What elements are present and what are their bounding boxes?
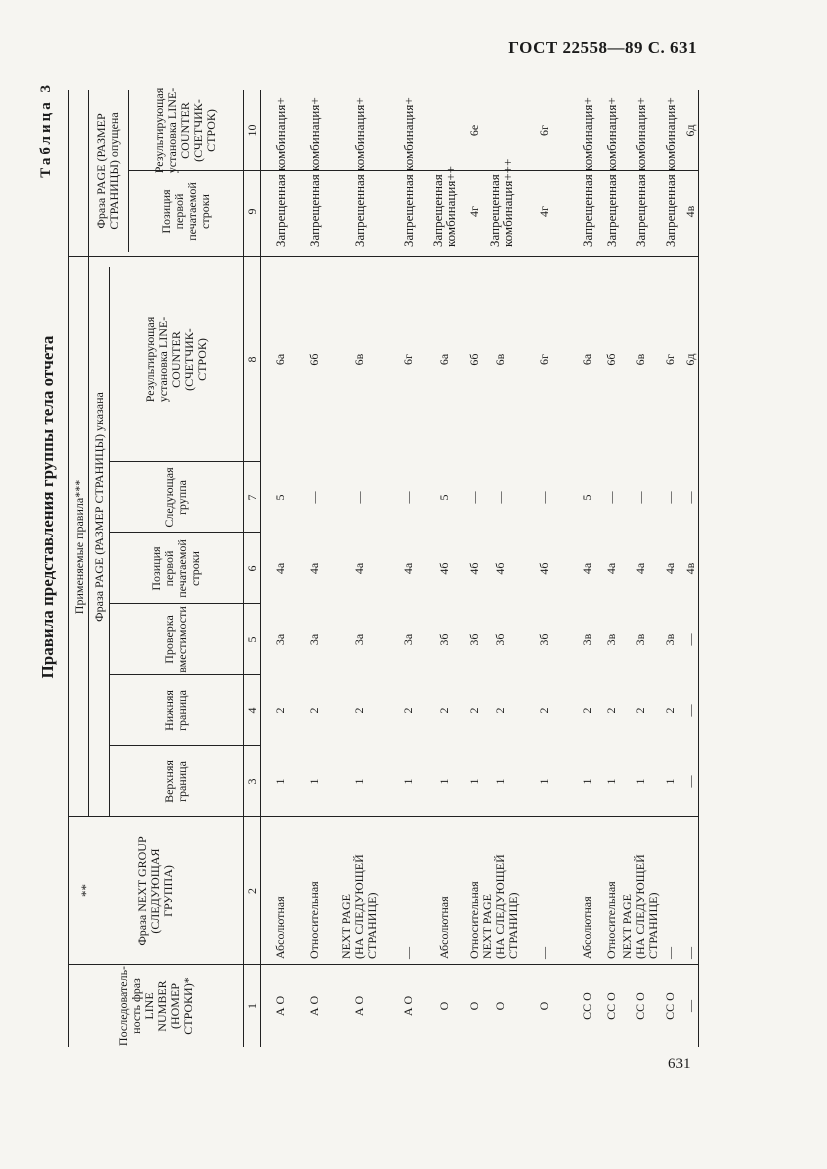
omitted-linecounter-cell: 6е xyxy=(466,124,481,137)
value-cell: 6б xyxy=(466,353,481,366)
value-cell: 3в xyxy=(580,633,594,646)
sequence-cell: А О xyxy=(306,995,321,1017)
value-cell: 3а xyxy=(400,633,415,646)
next-group-cell: — xyxy=(400,947,415,959)
value-cell: 6б xyxy=(604,353,618,366)
value-cell: 3а xyxy=(351,633,366,646)
value-cell: 2 xyxy=(580,707,594,714)
value-cell: — xyxy=(351,491,366,504)
value-cell: 5 xyxy=(436,494,451,501)
sequence-cell: А О xyxy=(351,995,366,1017)
forbidden-combination-cell: Запрещенная комбинация+ xyxy=(633,97,648,247)
value-cell: 1 xyxy=(273,778,287,785)
next-group-cell: NEXT PAGE (НА СЛЕДУЮЩЕЙ СТРАНИЦЕ) xyxy=(480,854,520,959)
rotated-table xyxy=(38,82,698,1047)
value-cell: 6а xyxy=(436,353,451,366)
value-cell: 4а xyxy=(400,562,415,575)
value-cell: 2 xyxy=(663,707,677,714)
column-header: Фраза NEXT GROUP (СЛЕДУЮЩАЯ ГРУППА) xyxy=(135,836,175,946)
value-cell: 6г xyxy=(663,354,677,365)
column-header: Следующая группа xyxy=(162,467,189,528)
value-cell: 6д xyxy=(683,353,697,366)
value-cell: 2 xyxy=(273,707,287,714)
double-star-note: ** xyxy=(78,884,93,897)
next-group-cell: NEXT PAGE (НА СЛЕДУЮЩЕЙ СТРАНИЦЕ) xyxy=(338,854,379,959)
value-cell: 6в xyxy=(351,353,366,366)
next-group-cell: Относительная xyxy=(604,881,618,959)
value-cell: — xyxy=(493,491,507,504)
value-cell: 5 xyxy=(580,494,594,501)
column-number: 10 xyxy=(244,124,259,137)
forbidden-combination-cell: Запрещенная комбинация+ xyxy=(400,97,416,247)
value-cell: 2 xyxy=(436,707,451,714)
value-cell: — xyxy=(633,491,647,504)
forbidden-combination-cell: Запрещенная комбинация+ xyxy=(351,97,367,247)
value-cell: 4б xyxy=(466,562,481,575)
value-cell: — xyxy=(683,491,697,504)
column-number: 6 xyxy=(244,565,259,572)
forbidden-combination-cell: Запрещенная комбинация+ xyxy=(273,97,288,247)
forbidden-combination-cell: Запрещенная комбинация+ xyxy=(604,97,619,247)
sequence-cell: А О xyxy=(400,995,415,1017)
column-header: Позиция первой печатаемой строки xyxy=(149,539,202,598)
value-cell: 3б xyxy=(493,633,507,646)
value-cell: 3б xyxy=(536,633,551,646)
column-number: 8 xyxy=(244,356,259,363)
column-number: 9 xyxy=(244,208,259,215)
value-cell: 6а xyxy=(273,353,287,366)
value-cell: 3в xyxy=(633,633,647,646)
next-group-cell: Абсолютная xyxy=(580,896,594,959)
value-cell: 4б xyxy=(436,562,451,575)
value-cell: 1 xyxy=(493,778,507,785)
value-cell: 1 xyxy=(536,778,551,785)
value-cell: 4а xyxy=(306,562,321,575)
sequence-cell: О xyxy=(436,1001,451,1011)
value-cell: — xyxy=(683,704,697,717)
value-cell: — xyxy=(536,491,551,504)
table-title: Правила представления группы тела отчета xyxy=(38,335,57,679)
sequence-cell: — xyxy=(683,1000,697,1012)
next-group-cell: Абсолютная xyxy=(273,896,287,959)
value-cell: — xyxy=(306,491,321,504)
sequence-cell: О xyxy=(493,1001,507,1011)
value-cell: — xyxy=(683,775,697,788)
applied-rules-header: Применяемые правила*** xyxy=(71,479,86,615)
value-cell: 2 xyxy=(604,707,618,714)
page-header: ГОСТ 22558—89 С. 631 xyxy=(508,38,697,57)
forbidden-combination-cell: Запрещенная комбинация++ xyxy=(430,166,458,247)
value-cell: 6б xyxy=(306,353,321,366)
column-header: Проверка вместимости xyxy=(162,606,189,673)
value-cell: 2 xyxy=(536,707,551,714)
value-cell: 4а xyxy=(633,562,647,575)
forbidden-combination-cell: Запрещенная комбинация+ xyxy=(663,97,678,247)
sequence-cell: СС О xyxy=(604,992,618,1020)
value-cell: 6в xyxy=(633,353,647,366)
sequence-cell: О xyxy=(536,1001,551,1011)
column-number: 3 xyxy=(244,778,259,785)
value-cell: 4а xyxy=(351,562,366,575)
forbidden-combination-cell: Запрещенная комбинация+ xyxy=(580,97,595,247)
value-cell: 1 xyxy=(351,778,366,785)
value-cell: — xyxy=(604,491,618,504)
value-cell: 4а xyxy=(604,562,618,575)
value-cell: 5 xyxy=(273,494,287,501)
column-header: Нижняя граница xyxy=(162,690,189,731)
next-group-cell: — xyxy=(663,947,677,959)
next-group-cell: — xyxy=(683,947,697,959)
sequence-cell: А О xyxy=(273,995,287,1017)
value-cell: — xyxy=(663,491,677,504)
value-cell: — xyxy=(400,491,415,504)
sequence-cell: СС О xyxy=(663,992,677,1020)
value-cell: 3б xyxy=(466,633,481,646)
page-number: 631 xyxy=(668,1056,691,1072)
next-group-cell: Абсолютная xyxy=(436,896,451,959)
value-cell: 3в xyxy=(663,633,677,646)
value-cell: 4в xyxy=(683,562,697,575)
value-cell: 6г xyxy=(536,354,551,365)
value-cell: 6в xyxy=(493,353,507,366)
omitted-linecounter-cell: 6д xyxy=(683,124,697,137)
value-cell: 4б xyxy=(536,562,551,575)
value-cell: 3в xyxy=(604,633,618,646)
table-label: Таблица 3 xyxy=(38,82,54,178)
value-cell: 2 xyxy=(633,707,647,714)
value-cell: 4б xyxy=(493,562,507,575)
column-number: 2 xyxy=(244,888,259,894)
value-cell: 1 xyxy=(633,778,647,785)
value-cell: 1 xyxy=(466,778,481,785)
column-number: 5 xyxy=(244,636,259,643)
omitted-first-line-cell: 4г xyxy=(536,206,551,217)
column-number: 1 xyxy=(244,1003,259,1009)
sequence-cell: СС О xyxy=(580,992,594,1020)
value-cell: 1 xyxy=(604,778,618,785)
value-cell: — xyxy=(466,491,481,504)
omitted-first-line-cell: 4в xyxy=(683,205,697,218)
next-group-cell: Относительная xyxy=(466,881,481,959)
value-cell: 4а xyxy=(580,562,594,575)
value-cell: 6а xyxy=(580,353,594,366)
value-cell: 6г xyxy=(400,354,415,365)
value-cell: 2 xyxy=(351,707,366,714)
value-cell: 2 xyxy=(306,707,321,714)
value-cell: 1 xyxy=(580,778,594,785)
omitted-linecounter-cell: 6г xyxy=(536,125,551,136)
column-header: Позиция первой печатаемой строки xyxy=(158,182,212,241)
column-header: Верхняя граница xyxy=(162,760,189,803)
value-cell: 4а xyxy=(663,562,677,575)
sequence-cell: О xyxy=(466,1001,481,1011)
forbidden-combination-cell: Запрещенная комбинация+++ xyxy=(486,158,515,247)
value-cell: 1 xyxy=(306,778,321,785)
value-cell: 1 xyxy=(436,778,451,785)
value-cell: 3б xyxy=(436,633,451,646)
value-cell: 2 xyxy=(493,707,507,714)
page-omitted-header: Фраза PAGE (РАЗМЕР СТРАНИЦЫ) опущена xyxy=(94,112,121,230)
value-cell: 2 xyxy=(400,707,415,714)
value-cell: 4а xyxy=(273,562,287,575)
value-cell: 2 xyxy=(466,707,481,714)
omitted-first-line-cell: 4г xyxy=(466,206,481,217)
column-number: 7 xyxy=(244,494,259,501)
page-specified-header: Фраза PAGE (РАЗМЕР СТРАНИЦЫ) указана xyxy=(91,392,106,622)
value-cell: 1 xyxy=(400,778,415,785)
next-group-cell: NEXT PAGE (НА СЛЕДУЮЩЕЙ СТРАНИЦЕ) xyxy=(620,854,660,959)
value-cell: 3а xyxy=(273,633,287,646)
column-header: Последователь- ность фраз LINE NUMBER (НОМЕР СТРОКИ)* xyxy=(115,965,195,1047)
value-cell: — xyxy=(683,633,697,646)
sequence-cell: СС О xyxy=(633,992,647,1020)
value-cell: 3а xyxy=(306,633,321,646)
next-group-cell: Относительная xyxy=(306,881,321,959)
column-number: 4 xyxy=(244,707,259,714)
value-cell: 1 xyxy=(663,778,677,785)
column-header: Результирующая установка LINE- COUNTER (СЧЕТЧИК- СТРОК) xyxy=(152,87,218,174)
next-group-cell: — xyxy=(536,947,551,959)
column-header: Результирующая установка LINE- COUNTER (СЧЕТЧИК- СТРОК) xyxy=(142,316,209,403)
forbidden-combination-cell: Запрещенная комбинация+ xyxy=(306,97,322,247)
